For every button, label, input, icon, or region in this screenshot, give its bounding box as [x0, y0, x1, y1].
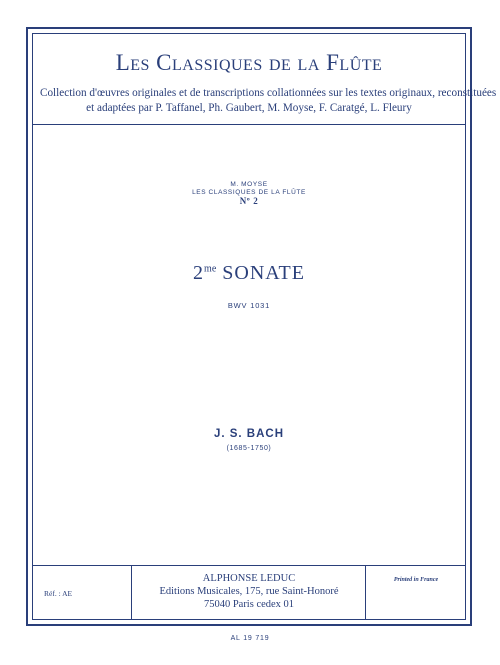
footer-ref-cell	[32, 566, 132, 620]
editor-name: M. MOYSE	[230, 181, 268, 188]
series-description-line-1: Collection d'œuvres originales et de transcriptions collationnées sur les textes originaux, reconstituées	[40, 87, 497, 99]
plate-number: AL 19 719	[230, 635, 270, 642]
publisher-block	[132, 572, 366, 611]
series-number: Nº 2	[239, 196, 259, 206]
publisher-address: Editions Musicales, 175, rue Saint-Honoré	[159, 586, 339, 597]
work-ordinal: 2	[193, 262, 205, 284]
printed-in-label: Printed in France	[393, 577, 439, 583]
series-description	[40, 86, 497, 116]
header-divider	[32, 124, 466, 125]
footer-printed-cell	[366, 566, 466, 620]
publisher-city: 75040 Paris cedex 01	[203, 599, 295, 610]
series-info	[32, 181, 466, 205]
series-title: Les Classiques de la Flûte	[115, 50, 383, 75]
catalogue-number: BWV 1031	[227, 301, 271, 310]
collection-name: LES CLASSIQUES DE LA FLÛTE	[192, 189, 306, 196]
footer	[32, 565, 466, 620]
inner-border	[32, 33, 497, 620]
reference-code: Réf. : AE	[44, 589, 73, 598]
composer-dates: (1685-1750)	[226, 445, 272, 452]
publisher-name: ALPHONSE LEDUC	[202, 573, 296, 584]
composer-name: J. S. BACH	[213, 428, 285, 440]
footer-publisher-cell	[132, 566, 366, 620]
work-ordinal-suffix: me	[204, 263, 217, 275]
series-description-line-2: et adaptées par P. Taffanel, Ph. Gaubert, M. Moyse, F. Caratgé, L. Fleury	[86, 102, 412, 114]
work-title-text: SONATE	[222, 262, 305, 284]
work-title	[32, 262, 466, 285]
